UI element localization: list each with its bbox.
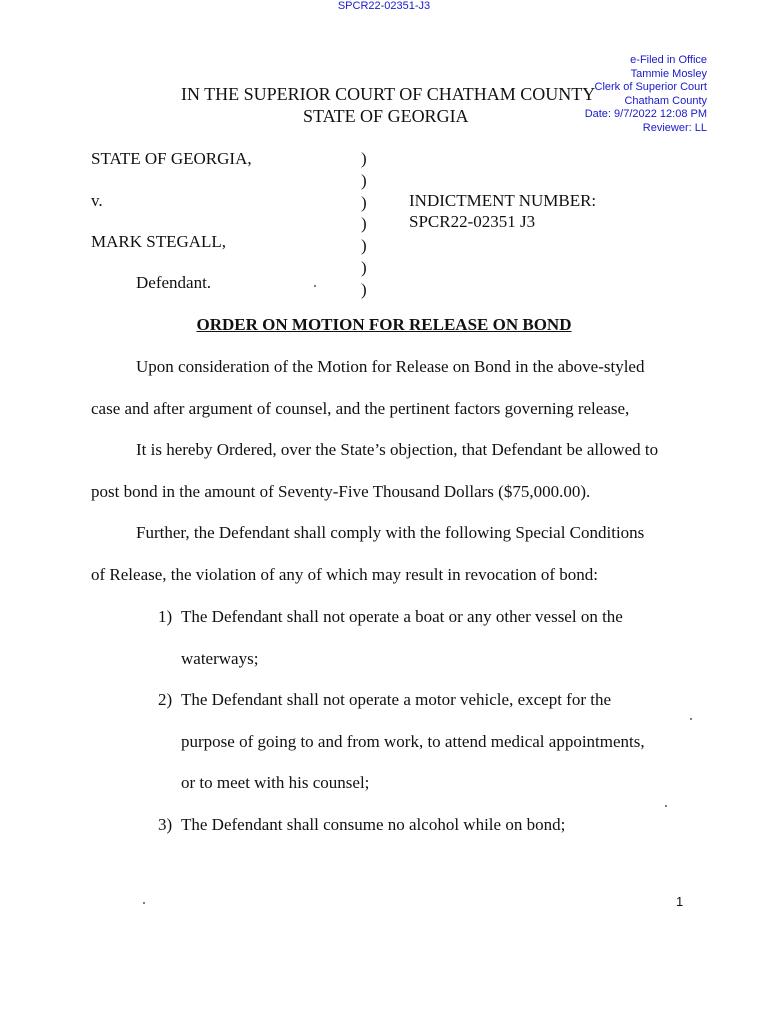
caption-parentheses: [361, 148, 367, 301]
caption-versus: v.: [91, 191, 103, 210]
paragraph-line: post bond in the amount of Seventy-Five Thousand Dollars ($75,000.00).: [91, 482, 591, 501]
paragraph-line: of Release, the violation of any of which may result in revocation of bond:: [91, 565, 599, 584]
caption-paren: ): [361, 192, 367, 212]
file-id: SPCR22-02351-J3: [337, 0, 431, 12]
caption-paren: ): [361, 236, 367, 256]
condition-number: 2): [158, 690, 173, 709]
scan-speck: [665, 805, 667, 807]
condition-line: The Defendant shall not operate a boat or any other vessel on the: [181, 607, 623, 626]
scan-speck: [314, 285, 316, 287]
condition-line: waterways;: [181, 649, 259, 668]
scan-speck: [690, 718, 692, 720]
efile-line: Chatham County: [624, 94, 707, 107]
indictment-label: INDICTMENT NUMBER:: [409, 191, 597, 210]
caption-defendant-label: Defendant.: [136, 273, 212, 292]
caption-paren: ): [361, 214, 367, 234]
indictment-number: SPCR22-02351 J3: [409, 212, 536, 231]
scan-speck: [143, 902, 145, 904]
efile-line: Tammie Mosley: [630, 67, 707, 80]
efile-line: Clerk of Superior Court: [594, 81, 707, 94]
order-title: ORDER ON MOTION FOR RELEASE ON BOND: [196, 315, 572, 334]
caption-paren: ): [361, 279, 367, 299]
paragraph-line: case and after argument of counsel, and the pertinent factors governing release,: [91, 399, 630, 418]
efile-stamp: [585, 54, 707, 136]
condition-line: purpose of going to and from work, to attend medical appointments,: [181, 732, 645, 751]
condition-line: or to meet with his counsel;: [181, 773, 370, 792]
caption-plaintiff: STATE OF GEORGIA,: [91, 149, 252, 168]
efile-line: e-Filed in Office: [630, 54, 707, 66]
caption-paren: ): [361, 149, 367, 168]
condition-number: 1): [158, 607, 173, 626]
court-heading-line2: STATE OF GEORGIA: [303, 106, 469, 126]
paragraph-line: It is hereby Ordered, over the State’s objection, that Defendant be allowed to: [136, 440, 659, 459]
efile-line: Date: 9/7/2022 12:08 PM: [584, 108, 707, 121]
paragraph-line: Further, the Defendant shall comply with the following Special Conditions: [136, 523, 645, 542]
court-heading-line1: IN THE SUPERIOR COURT OF CHATHAM COUNTY: [181, 84, 596, 104]
paragraph-line: Upon consideration of the Motion for Release on Bond in the above-styled: [136, 357, 645, 376]
page-number: 1: [676, 894, 684, 909]
caption-paren: ): [361, 170, 367, 190]
caption-paren: ): [361, 257, 367, 277]
condition-line: The Defendant shall not operate a motor vehicle, except for the: [181, 690, 612, 709]
caption-defendant: MARK STEGALL,: [91, 232, 227, 251]
efile-line: Reviewer: LL: [642, 121, 707, 134]
condition-number: 3): [158, 815, 173, 834]
condition-line: The Defendant shall consume no alcohol while on bond;: [181, 815, 566, 834]
